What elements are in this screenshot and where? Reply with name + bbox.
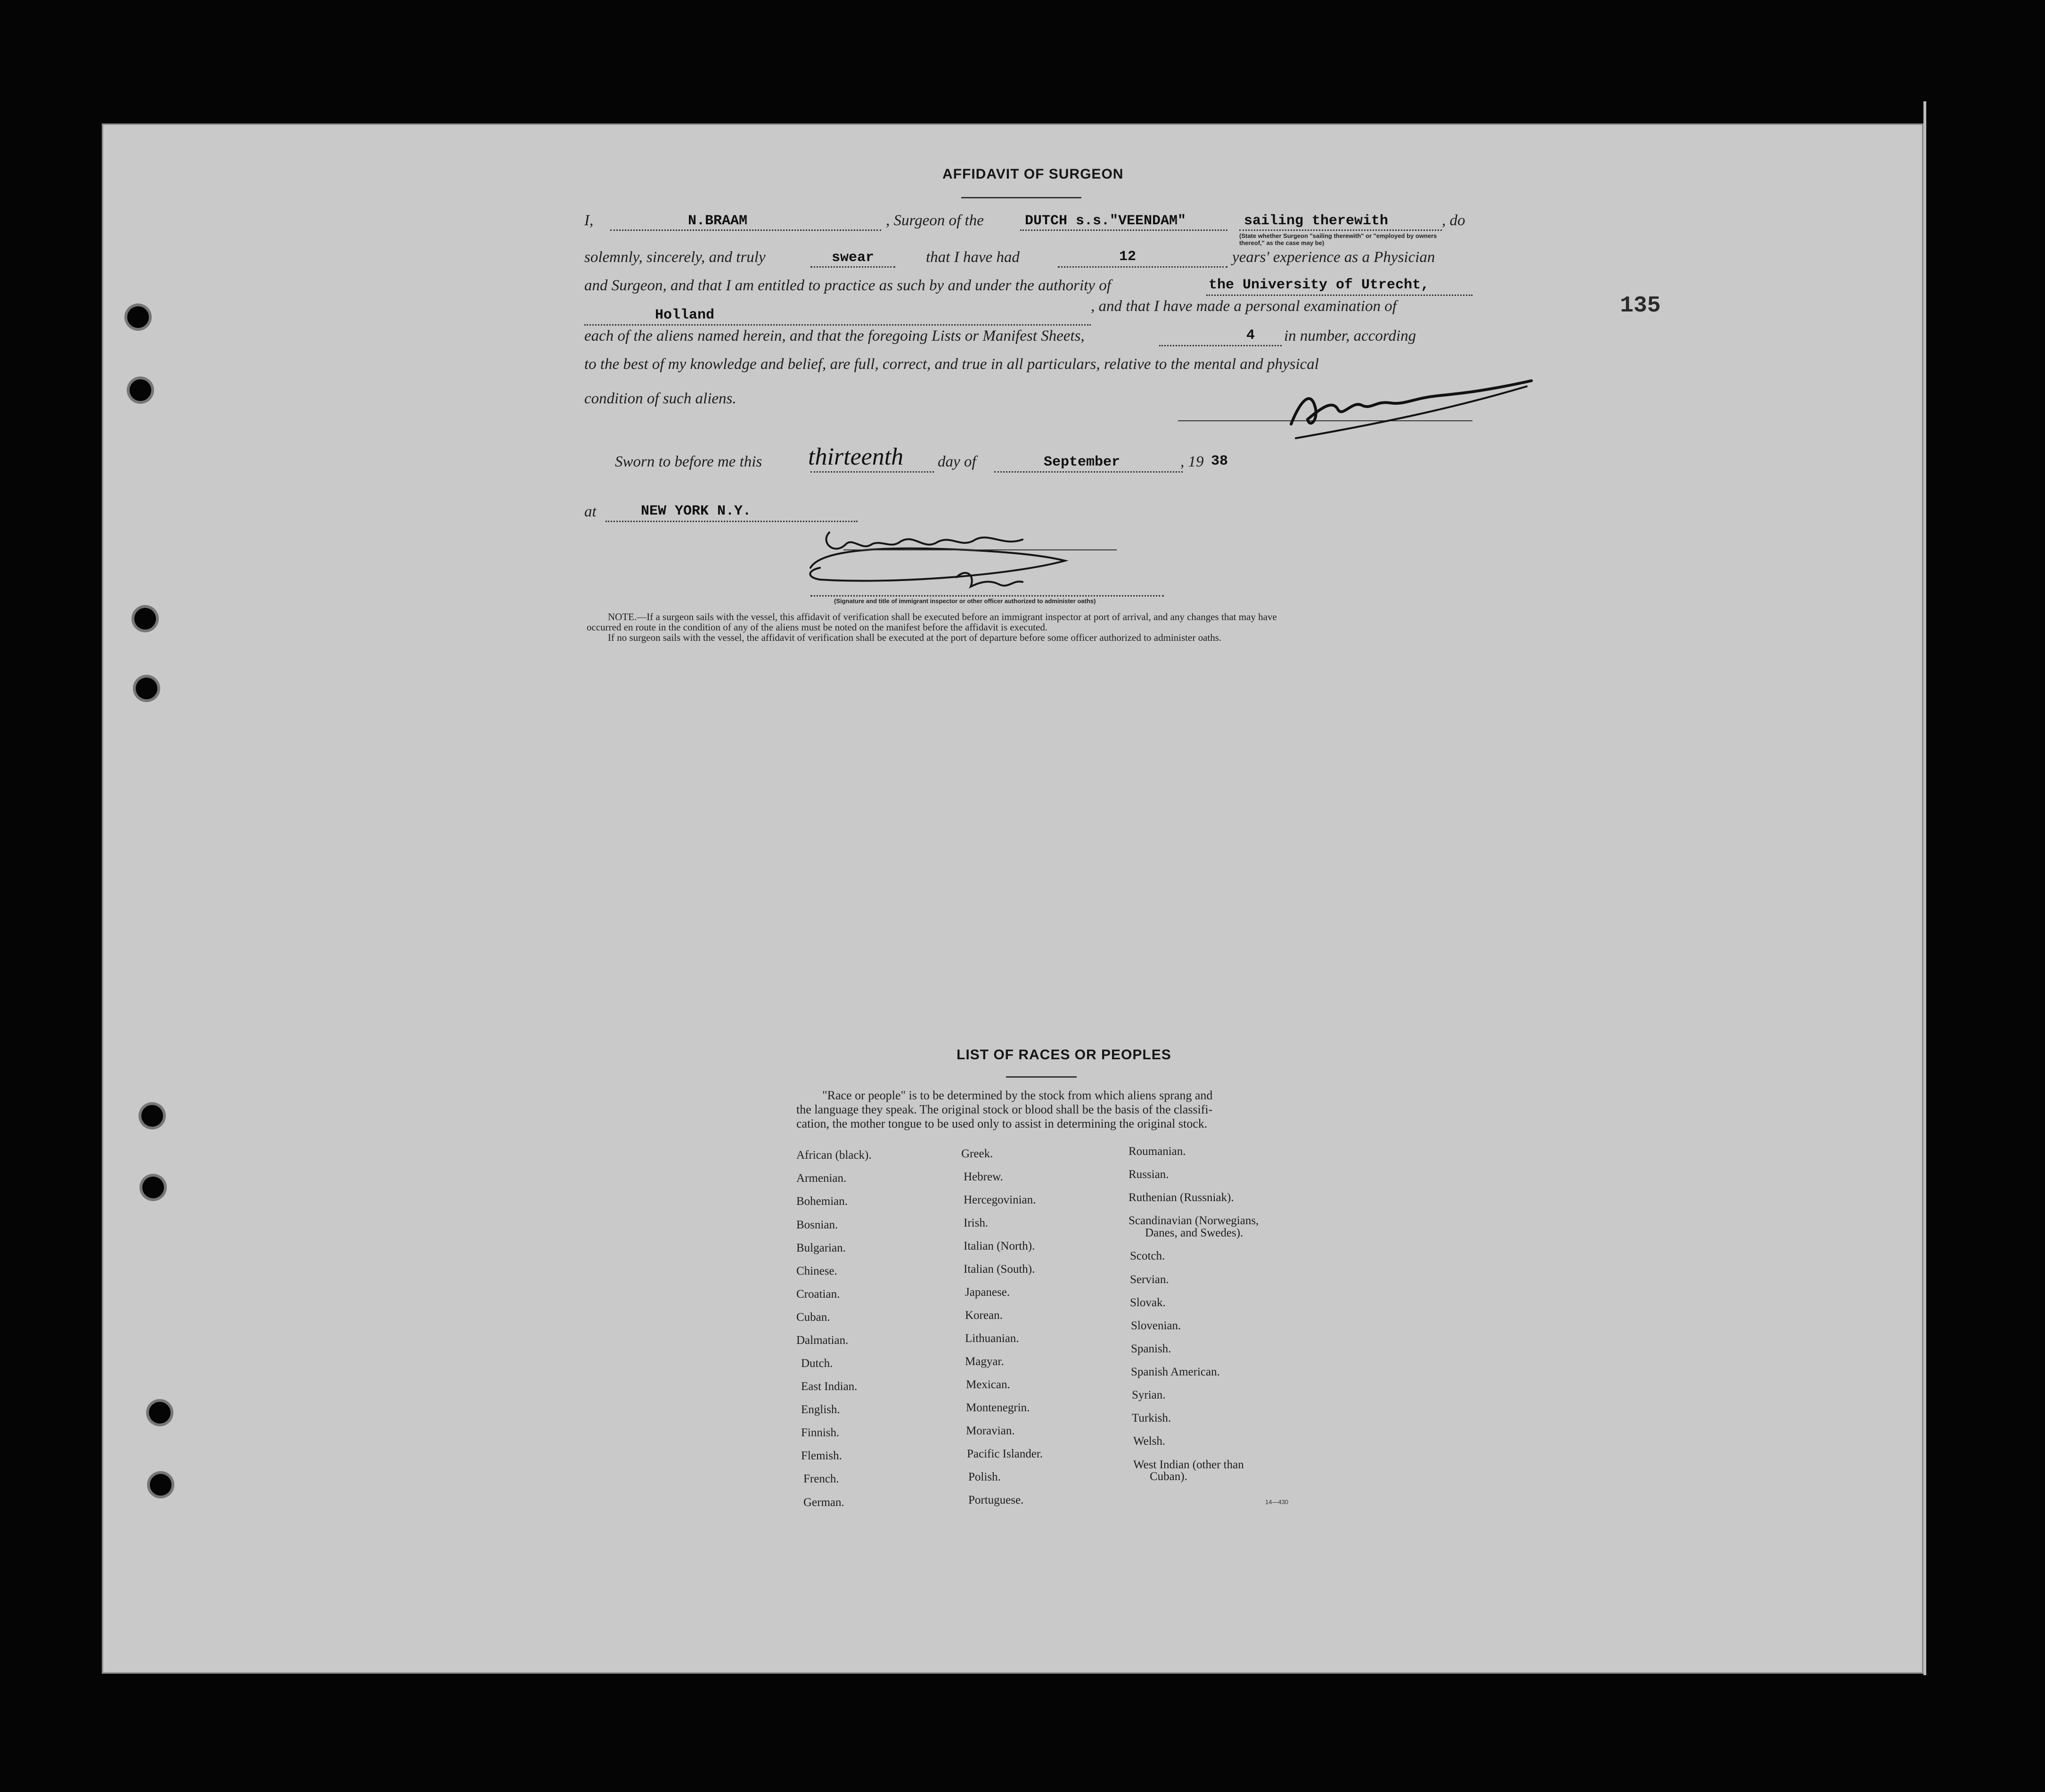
label-examination: , and that I have made a personal examination of <box>1091 298 1397 315</box>
race-item: Hercegovinian. <box>964 1194 1036 1206</box>
races-underline <box>1006 1076 1077 1078</box>
race-item: Slovenian. <box>1131 1319 1181 1332</box>
race-item: Bulgarian. <box>796 1242 846 1254</box>
binder-hole <box>141 1105 163 1127</box>
blank-line <box>994 471 1183 473</box>
race-item: Cuban. <box>796 1311 830 1324</box>
race-item: French. <box>803 1473 839 1485</box>
label-years: years' experience as a Physician <box>1232 249 1435 266</box>
races-intro-2: the language they speak. The original stock or blood shall be the basis of the classifi- <box>796 1103 1213 1116</box>
race-item: Greek. <box>961 1147 993 1160</box>
race-item: Croatian. <box>796 1288 840 1301</box>
blank-line <box>605 521 858 522</box>
race-item: Ruthenian (Russniak). <box>1129 1191 1234 1204</box>
label-solemnly: solemnly, sincerely, and truly <box>584 249 766 266</box>
race-item: Scotch. <box>1130 1250 1165 1262</box>
blank-line <box>1058 266 1227 268</box>
years-experience: 12 <box>1119 249 1137 265</box>
blank-line <box>810 266 895 268</box>
label-at: at <box>584 503 597 520</box>
sheet-count: 4 <box>1246 327 1255 344</box>
race-item: Spanish. <box>1131 1342 1171 1355</box>
race-item: Flemish. <box>801 1449 842 1462</box>
label-do: , do <box>1442 212 1465 229</box>
sailing-note: (State whether Surgeon "sailing therewith" or "employed by owners thereof," as the case may be) <box>1239 232 1437 246</box>
race-item: Magyar. <box>965 1355 1004 1368</box>
blank-line <box>1239 229 1442 231</box>
label-surgeon-of: , Surgeon of the <box>886 212 984 229</box>
note-line-2: occurred en route in the condition of any of the aliens must be noted on the manifest before the affidavit is executed. <box>587 622 1048 633</box>
race-item: Italian (North). <box>964 1240 1035 1252</box>
race-item: Bosnian. <box>796 1219 838 1231</box>
label-sworn: Sworn to before me this <box>615 453 762 470</box>
form-code: 14—430 <box>1265 1498 1289 1506</box>
label-day-of: day of <box>938 453 976 470</box>
race-item: Mexican. <box>966 1378 1010 1391</box>
race-item: Bohemian. <box>796 1195 848 1208</box>
race-item: Finnish. <box>801 1426 840 1439</box>
label-condition: condition of such aliens. <box>584 390 736 407</box>
binder-hole <box>149 1402 171 1424</box>
signature-line <box>843 549 1117 550</box>
label-authority: and Surgeon, and that I am entitled to practice as such by and under the authority of <box>584 277 1111 294</box>
page-number: 135 <box>1620 293 1661 319</box>
race-item: Pacific Islander. <box>967 1448 1043 1460</box>
signature-caption: (Signature and title of immigrant inspector or other officer authorized to administer oaths) <box>834 597 1096 605</box>
race-item: Danes, and Swedes). <box>1145 1227 1243 1239</box>
label-best-of-knowledge: to the best of my knowledge and belief, are full, correct, and true in all particulars, relative to the mental and physical <box>584 356 1319 373</box>
races-intro-1: "Race or people" is to be determined by the stock from which aliens sprang and <box>822 1088 1213 1102</box>
race-item: Korean. <box>965 1309 1003 1322</box>
race-item: Syrian. <box>1132 1389 1166 1401</box>
binder-hole <box>150 1474 172 1496</box>
races-title: LIST OF RACES OR PEOPLES <box>957 1047 1171 1063</box>
binder-hole <box>134 608 156 630</box>
race-item: Spanish American. <box>1131 1366 1220 1378</box>
sworn-location: NEW YORK N.Y. <box>641 503 752 519</box>
race-item: Scandinavian (Norwegians, <box>1129 1214 1259 1227</box>
race-item: West Indian (other than <box>1133 1458 1244 1471</box>
label-in-number: in number, according <box>1284 327 1416 344</box>
race-item: Slovak. <box>1130 1296 1166 1309</box>
race-item: Portuguese. <box>968 1494 1024 1506</box>
race-item: English. <box>801 1403 840 1416</box>
vessel-name: DUTCH s.s."VEENDAM" <box>1025 213 1186 229</box>
title-underline <box>961 197 1081 198</box>
surgeon-signature <box>1282 372 1536 443</box>
race-item: Roumanian. <box>1129 1145 1186 1158</box>
note-line-3: If no surgeon sails with the vessel, the affidavit of verification shall be executed at the port of departure before some officer authorized to administer oaths. <box>608 632 1222 643</box>
race-item: Polish. <box>968 1471 1001 1483</box>
oath-verb: swear <box>832 250 875 266</box>
page-edge <box>1923 101 1926 1675</box>
blank-line <box>584 324 1091 326</box>
races-intro-3: cation, the mother tongue to be used only to assist in determining the original stock. <box>796 1117 1208 1130</box>
blank-line <box>1020 229 1227 231</box>
race-item: East Indian. <box>801 1380 858 1393</box>
race-item: Lithuanian. <box>965 1332 1019 1345</box>
binder-hole <box>136 678 157 699</box>
affidavit-title: AFFIDAVIT OF SURGEON <box>942 166 1124 182</box>
race-item: Dutch. <box>801 1357 833 1370</box>
surgeon-name: N.BRAAM <box>688 213 748 229</box>
binder-hole <box>127 306 149 328</box>
note-line-1: NOTE.—If a surgeon sails with the vessel, this affidavit of verification shall be executed before an immigrant inspector at port of arrival, and any changes that may have <box>608 611 1277 622</box>
race-item: Dalmatian. <box>796 1334 849 1347</box>
binder-hole <box>142 1177 164 1198</box>
race-item: Welsh. <box>1133 1435 1166 1448</box>
blank-line <box>1159 345 1282 346</box>
sworn-month: September <box>1044 454 1121 470</box>
race-item: Armenian. <box>796 1172 847 1185</box>
race-item: Japanese. <box>965 1286 1010 1299</box>
inspector-signature <box>801 523 1131 603</box>
race-item: Irish. <box>964 1217 989 1229</box>
race-item: African (black). <box>796 1149 872 1162</box>
label-manifest-sheets: each of the aliens named herein, and that the foregoing Lists or Manifest Sheets, <box>584 327 1085 344</box>
race-item: Moravian. <box>966 1424 1015 1437</box>
binder-hole <box>130 379 151 401</box>
race-item: Russian. <box>1129 1168 1169 1181</box>
label-year-prefix: , 19 <box>1180 453 1204 470</box>
race-item: German. <box>803 1496 844 1509</box>
race-item: Turkish. <box>1132 1412 1171 1424</box>
blank-line <box>610 229 881 231</box>
race-item: Montenegrin. <box>966 1401 1030 1414</box>
country: Holland <box>655 307 715 323</box>
race-item: Cuban). <box>1150 1470 1187 1483</box>
blank-line <box>1206 295 1472 296</box>
race-item: Hebrew. <box>964 1170 1003 1183</box>
sailing-status: sailing therewith <box>1244 213 1389 229</box>
race-item: Servian. <box>1130 1273 1169 1286</box>
signature-line <box>810 595 1164 597</box>
authority: the University of Utrecht, <box>1209 277 1430 293</box>
race-item: Italian (South). <box>964 1263 1035 1276</box>
race-item: Chinese. <box>796 1265 837 1277</box>
sworn-day: thirteenth <box>808 443 904 470</box>
sworn-year: 38 <box>1211 453 1228 469</box>
label-i: I, <box>584 212 594 229</box>
label-that-i-have-had: that I have had <box>926 249 1020 266</box>
blank-line <box>810 471 934 473</box>
